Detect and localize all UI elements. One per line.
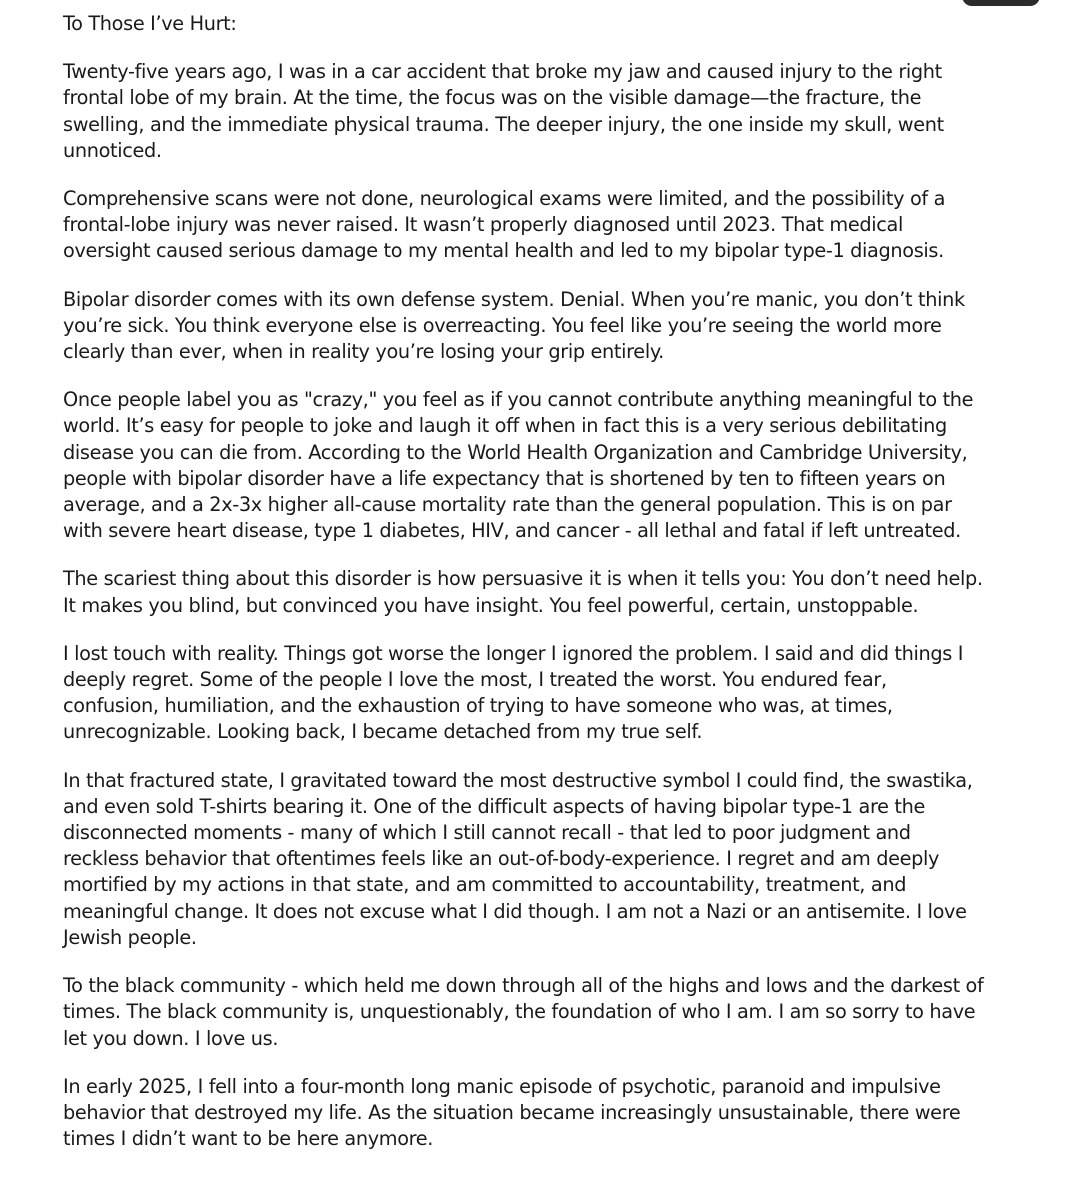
text-line: and even sold T-shirts bearing it. One of the difficult aspects of having bipolar type-1 are the [63,794,925,818]
text-line: people with bipolar disorder have a life expectancy that is shortened by ten to fifteen years on [63,466,946,490]
corner-overlay-tab [962,0,1040,6]
text-line: mortified by my actions in that state, and am committed to accountability, treatment, and [63,873,907,897]
text-line: times I didn’t want to be here anymore. [63,1127,434,1151]
text-line: reckless behavior that oftentimes feels like an out-of-body-experience. I regret and am deeply [63,847,940,871]
text-line: you’re sick. You think everyone else is overreacting. You feel like you’re seeing the world more [63,313,942,337]
text-line: frontal-lobe injury was never raised. It wasn’t properly diagnosed until 2023. That medical [63,213,903,237]
paragraph-1 [63,59,1048,164]
text-line: let you down. I love us. [63,1026,279,1050]
paragraph-8 [63,973,1048,1052]
paragraph-4 [63,387,1048,544]
text-line: swelling, and the immediate physical trauma. The deeper injury, the one inside my skull, went [63,112,944,136]
paragraph-3 [63,287,1048,366]
text-line: To the black community - which held me down through all of the highs and lows and the darkest of [63,974,984,998]
text-line: Twenty-five years ago, I was in a car accident that broke my jaw and caused injury to the right [63,60,942,84]
paragraph-5 [63,566,1048,618]
text-line: deeply regret. Some of the people I love the most, I treated the worst. You endured fear, [63,668,887,692]
text-line: Once people label you as "crazy," you feel as if you cannot contribute anything meaningful to the [63,388,974,412]
paragraph-2 [63,186,1048,265]
text-line: unnoticed. [63,138,162,162]
text-line: meaningful change. It does not excuse what I did though. I am not a Nazi or an antisemite. I love [63,899,967,923]
text-line: Bipolar disorder comes with its own defense system. Denial. When you’re manic, you don’t think [63,287,965,311]
text-line: average, and a 2x-3x higher all-cause mortality rate than the general population. This is on par [63,493,952,517]
text-line: In early 2025, I fell into a four-month long manic episode of psychotic, paranoid and impulsive [63,1074,941,1098]
paragraph-6 [63,641,1048,746]
text-line: Jewish people. [63,925,197,949]
text-line: frontal lobe of my brain. At the time, the focus was on the visible damage—the fracture, the [63,86,922,110]
text-line: unrecognizable. Looking back, I became detached from my true self. [63,720,703,744]
text-line: world. It’s easy for people to joke and laugh it off when in fact this is a very serious debilitating [63,414,947,438]
text-line: clearly than ever, when in reality you’re losing your grip entirely. [63,340,664,364]
text-line: In that fractured state, I gravitated toward the most destructive symbol I could find, the swastika, [63,768,973,792]
text-line: I lost touch with reality. Things got worse the longer I ignored the problem. I said and did things I [63,641,964,665]
letter-body [63,11,1048,1174]
text-line: behavior that destroyed my life. As the situation became increasingly unsustainable, there were [63,1100,961,1124]
text-line: The scariest thing about this disorder is how persuasive it is when it tells you: You don’t need help. [63,567,983,591]
text-line: It makes you blind, but convinced you have insight. You feel powerful, certain, unstoppable. [63,593,919,617]
text-line: oversight caused serious damage to my mental health and led to my bipolar type-1 diagnosis. [63,239,944,263]
letter-salutation: To Those I’ve Hurt: [63,12,237,35]
text-line: Comprehensive scans were not done, neurological exams were limited, and the possibility of a [63,187,946,211]
text-line: disconnected moments - many of which I still cannot recall - that led to poor judgment and [63,821,911,845]
paragraph-9 [63,1074,1048,1153]
text-line: confusion, humiliation, and the exhaustion of trying to have someone who was, at times, [63,694,893,718]
text-line: with severe heart disease, type 1 diabetes, HIV, and cancer - all lethal and fatal if left untreated. [63,519,961,543]
text-line: disease you can die from. According to the World Health Organization and Cambridge University, [63,440,968,464]
paragraph-7 [63,768,1048,951]
text-line: times. The black community is, unquestionably, the foundation of who I am. I am so sorry to have [63,1000,976,1024]
